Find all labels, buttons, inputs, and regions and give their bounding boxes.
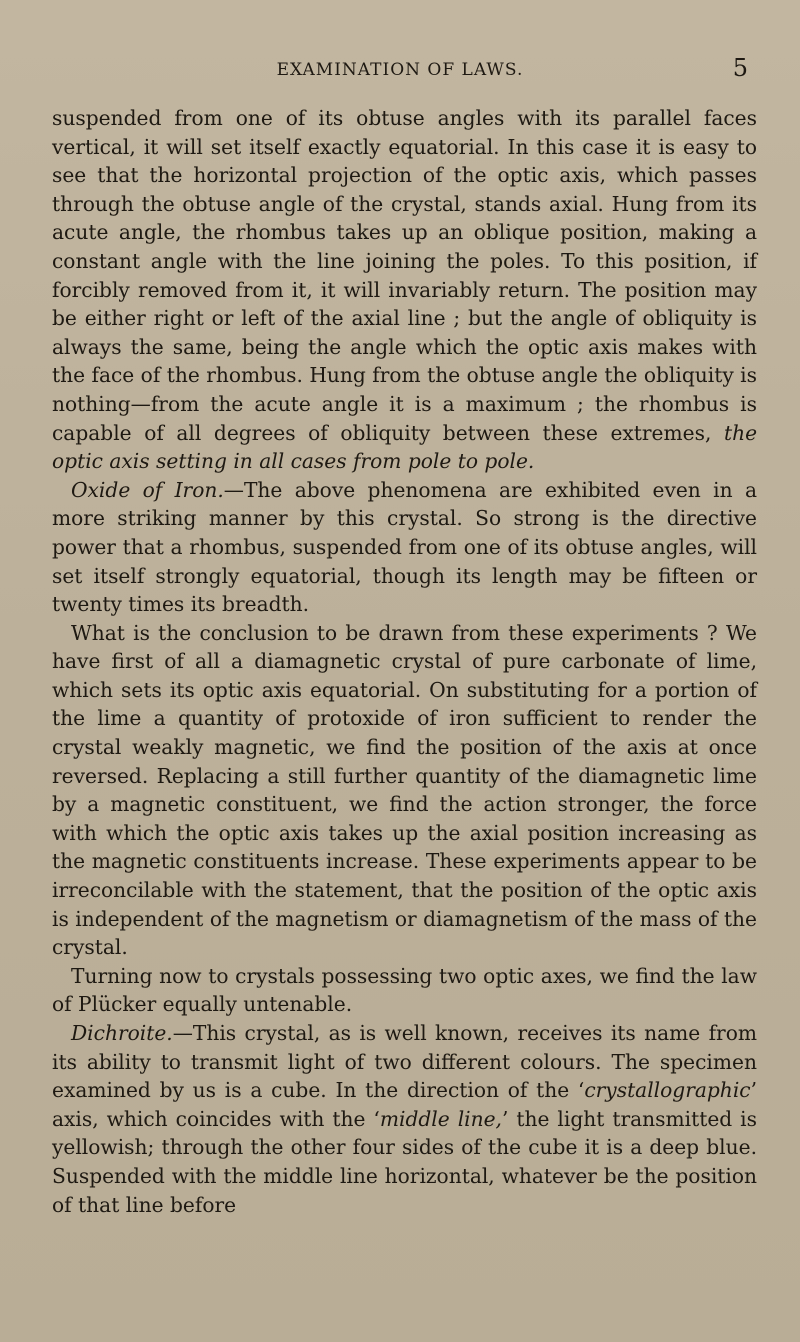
paragraph-continuation [52, 104, 757, 476]
running-head [0, 54, 800, 92]
page-number: 5 [732, 54, 748, 82]
paragraph-text: suspended from one of its obtuse angles with its parallel faces vertical, it will set itself exactly equatorial. In this case it is easy to see that the horizontal projection of the optic axis, which passes through the obtuse angle of the crystal, stands axial. Hung from its acute angle, the rhombus takes up an oblique position, making a constant angle with the line joining the poles. To this position, if forcibly removed from it, it will invariably return. The position may be either right or left of the axial line ; but the angle of obliquity is always the same, being the angle which the optic axis makes with the face of the rhombus. Hung from the obtuse angle the obliquity is nothing—from the acute angle it is a maximum ; the rhombus is capable of all degrees of obliquity between these extremes, [52, 106, 757, 445]
paragraph-text: ’ the light transmitted is yellowish; through the other four sides of the cube it is a deep blue. Suspended with the middle line horizontal, whatever be the position of that line before [52, 1106, 757, 1217]
term-middle-line: middle line, [379, 1106, 502, 1131]
term-crystallographic: crystallographic [584, 1078, 751, 1103]
paragraph-oxide-of-iron [52, 476, 757, 619]
paragraph-text: ’ axis, which coincides with the ‘ [52, 1078, 757, 1131]
paragraph-text: —This crystal, as is well known, receives its name from its ability to transmit light of two different colours. The specimen examined by us is a cube. In the direction of the ‘ [52, 1021, 757, 1103]
paragraph-two-optic-axes: Turning now to crystals possessing two optic axes, we find the law of Plücker equally untenable. [52, 963, 757, 1017]
section-heading-dichroite: Dichroite. [71, 1021, 173, 1045]
paragraph-text: —The above phenomena are exhibited even in a more striking manner by this crystal. So strong is the directive power that a rhombus, suspended from one of its obtuse angles, will set itself strongly equatorial, though its length may be fifteen or twenty times its breadth. [52, 477, 757, 617]
section-heading-oxide-of-iron: Oxide of Iron. [71, 477, 224, 502]
italic-conclusion: the optic axis setting in all cases from pole to pole. [52, 420, 758, 474]
paragraph-conclusion: What is the conclusion to be drawn from these experiments ? We have first of all a diamagnetic crystal of pure carbonate of lime, which sets its optic axis equatorial. On substituting for a portion of the lime a quantity of protoxide of iron sufficient to render the crystal weakly magnetic, we find the position of the axis at once reversed. Replacing a still further quantity of the diamagnetic lime by a magnetic constituent, we find the action stronger, the force with which the optic axis takes up the axial position increasing as the magnetic constituents increase. These experiments appear to be irreconcilable with the statement, that the position of the optic axis is independent of the magnetism or diamagnetism of the mass of the crystal. [52, 620, 758, 960]
running-head-title: EXAMINATION OF LAWS. [276, 60, 524, 80]
body-text [52, 104, 757, 1219]
paragraph-dichroite [52, 1019, 757, 1219]
